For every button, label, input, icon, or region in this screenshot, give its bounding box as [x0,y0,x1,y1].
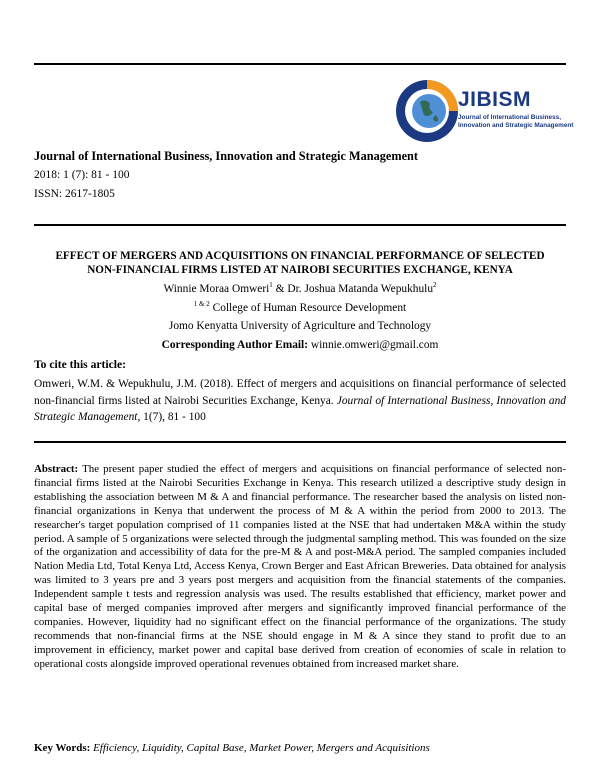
corresponding-email: winnie.omweri@gmail.com [308,339,439,351]
author-1: Winnie Moraa Omweri [163,283,270,295]
citation-main: Omweri, W.M. & Wepukhulu, J.M. (2018). Effect of mergers and acquisitions on financial performance of selected non-financial firms listed at Nairobi Securities Exchange, Kenya. [34,378,566,407]
keywords-text: Efficiency, Liquidity, Capital Base, Market Power, Mergers and Acquisitions [90,742,430,754]
globe-icon [394,76,460,146]
article-title-line-2: NON-FINANCIAL FIRMS LISTED AT NAIROBI SECURITIES EXCHANGE, KENYA [87,264,513,276]
citation-journal: Journal of International Business, Innovation and Strategic Management [34,394,567,423]
issn: ISSN: 2617-1805 [34,188,115,200]
logo-subtitle-line-1: Journal of International Business, [458,114,561,121]
cite-heading: To cite this article: [34,358,126,371]
top-rule [34,63,566,65]
citation-text [34,376,566,426]
keywords [34,742,566,754]
author-2: Joshua Matanda Wepukhulu [304,283,434,295]
issue-info: 2018: 1 (7): 81 - 100 [34,169,130,181]
author-1-sup: 1 [269,281,273,290]
article-title-line-1: EFFECT OF MERGERS AND ACQUISITIONS ON FINANCIAL PERFORMANCE OF SELECTED [55,250,545,262]
abstract-text: The present paper studied the effect of mergers and acquisitions on financial performance of selected non-financial firms listed at the Nairobi Securities Exchange in Kenya. This research utilized a descriptive study design in establishing the association between M & A and financial performance. The researcher based the analysis on listed non-financial organizations in Kenya that underwent the process of M & A within the period from 2000 to 2013. The researcher's target population comprised of 11 companies listed at the NSE that had undertaken M&A within the study period. A sample of 5 organizations were selected through the judgmental sampling method. This was founded on the size of the organization and accessibility of data for the pre-M & A and post-M&A period. The sampled companies included Nation Media Ltd, Total Kenya Ltd, Access Kenya, Crown Berger and East African Breweries. Data obtained for analysis was limited to 3 years pre and 3 years post mergers and acquisition from the financial statements of the companies. Independent sample t tests and regression analysis was used. The results established that efficiency, market power and capital base of merged companies improved after mergers and significantly improved financial performance of the companies. However, liquidity had no significant effect on the financial performance of the organizations. The study recommends that non-financial firms at the NSE should engage in M & A since they stand to profit due to an improvement in efficiency, market power and capital base derived from creation of economies of scale in relation to operational costs alongside improved operational revenues obtained from increased market share. [34,463,566,670]
journal-logo [394,76,574,146]
abstract [34,463,566,672]
section-rule-2 [34,441,566,443]
abstract-label: Abstract: [34,463,79,475]
corresponding-author [34,339,566,351]
section-rule-1 [34,224,566,226]
affiliation-university: Jomo Kenyatta University of Agriculture and Technology [168,320,432,332]
logo-subtitle-line-2: Innovation and Strategic Management [458,122,574,129]
affiliation-college: College of Human Resource Development [209,302,407,314]
authors-line [34,283,566,295]
corresponding-label: Corresponding Author Email: [161,339,309,351]
author-separator: & Dr. [272,283,305,295]
journal-name: Journal of International Business, Innovation and Strategic Management [34,149,418,163]
author-2-sup: 2 [433,281,437,290]
citation-end: , 1(7), 81 - 100 [137,411,206,423]
logo-acronym: JIBISM [458,88,532,111]
affiliation-line-1 [34,302,566,314]
keywords-label: Key Words: [34,742,91,754]
affiliation-sup: 1 & 2 [193,300,210,309]
